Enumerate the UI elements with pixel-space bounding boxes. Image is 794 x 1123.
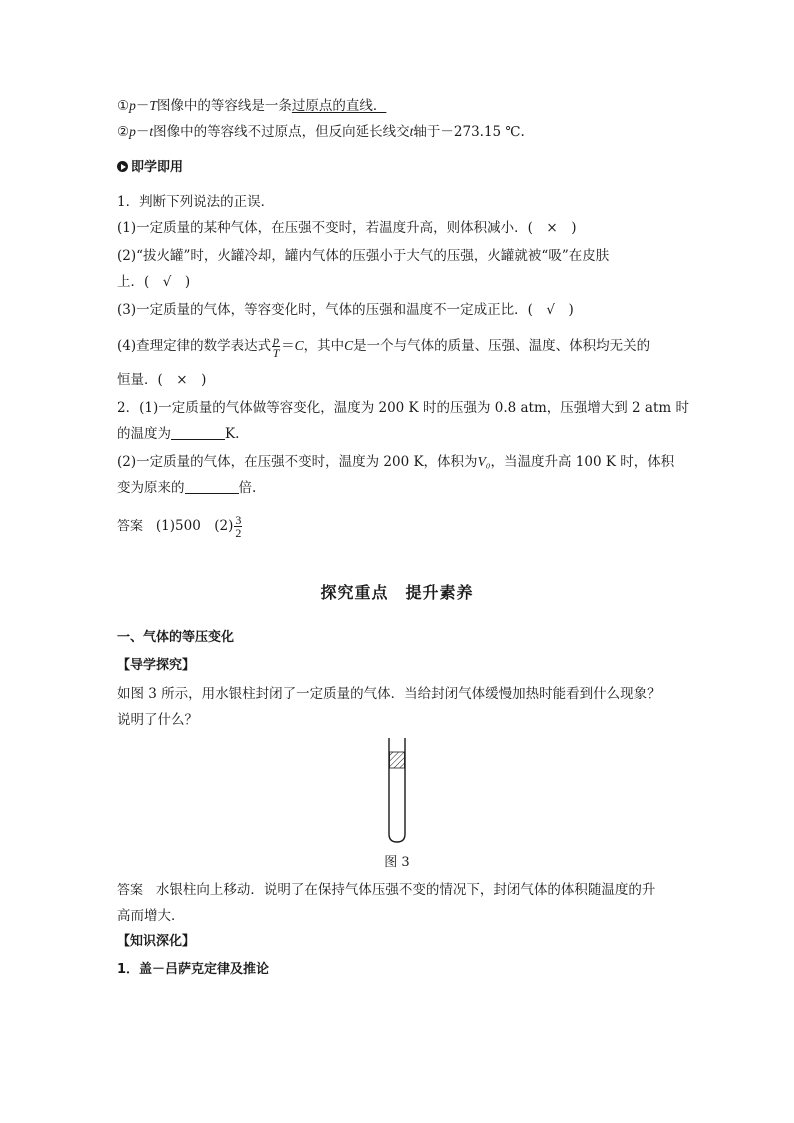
q1-statement-4a: (4)查理定律的数学表达式 $\frac{p}{T}$ ＝C，其中C是一个与气体的质量、压强、温度、体积均无关的	[117, 333, 651, 360]
answer-1: 答案 (1)500 (2) $\frac{3}{2}$	[117, 513, 242, 540]
q1-statement-2a: (2)“拔火罐”时，火罐冷却，罐内气体的压强小于大气的压强，火罐就被“吸”在皮肤	[117, 248, 610, 264]
guide-paragraph-2: 说明了什么？	[117, 712, 198, 728]
mercury-column	[390, 752, 405, 768]
q2-part-1a: 2．(1)一定质量的气体做等容变化，温度为 200 K 时的压强为 0.8 atm，压强增大到 2 atm 时	[117, 400, 690, 416]
section-quick-use: 即学即用	[117, 158, 183, 178]
q2-part-2b: 变为原来的 倍.	[117, 480, 257, 496]
figure-caption: 图 3	[384, 855, 410, 870]
q2-part-1b: 的温度为 K.	[117, 426, 240, 442]
answer-2b: 高而增大．	[117, 908, 185, 924]
play-circle-icon	[117, 161, 128, 172]
page-title: 探究重点 提升素养	[320, 583, 474, 602]
q1-statement-4b: 恒量．( × )	[117, 372, 207, 388]
test-tube-figure	[384, 738, 410, 844]
deepen-label: 【知识深化】	[117, 934, 196, 949]
law-heading: 1．盖－吕萨克定律及推论	[117, 962, 270, 977]
q1-statement-3: (3)一定质量的气体，等容变化时，气体的压强和温度不一定成正比．( √ )	[117, 302, 574, 318]
answer-blank-2	[185, 479, 239, 494]
underlined-answer: 过原点的直线．	[291, 98, 387, 114]
note-line-2: ②p－t图像中的等容线不过原点，但反向延长线交t轴于－273.15 ℃.	[117, 124, 525, 140]
guide-label: 【导学探究】	[117, 658, 196, 673]
answer-blank-1	[171, 425, 225, 440]
q2-part-2a: (2)一定质量的气体，在压强不变时，温度为 200 K，体积为V₀，当温度升高 100 K 时，体积	[117, 454, 675, 470]
guide-paragraph-1: 如图 3 所示，用水银柱封闭了一定质量的气体．当给封闭气体缓慢加热时能看到什么现象？	[117, 686, 661, 702]
q1-statement-2b: 上．( √ )	[117, 274, 191, 290]
fraction-three-halves: $\frac{3}{2}$	[235, 513, 242, 540]
note-line-1: ①p－T图像中的等容线是一条过原点的直线．	[117, 98, 387, 114]
q1-stem: 1．判断下列说法的正误．	[117, 194, 275, 210]
fraction-p-over-T: $\frac{p}{T}$	[272, 333, 280, 360]
section-heading: 一、气体的等压变化	[117, 630, 235, 645]
answer-2a: 答案 水银柱向上移动．说明了在保持气体压强不变的情况下，封闭气体的体积随温度的升	[117, 882, 656, 898]
q1-statement-1: (1)一定质量的某种气体，在压强不变时，若温度升高，则体积减小．( × )	[117, 220, 577, 236]
